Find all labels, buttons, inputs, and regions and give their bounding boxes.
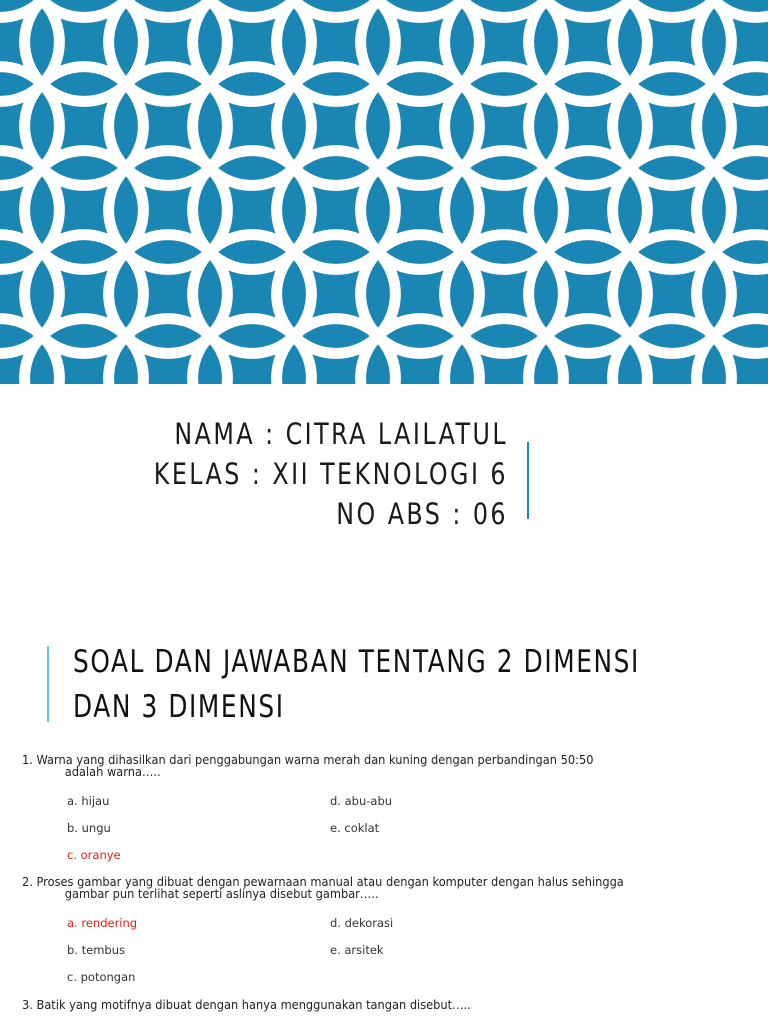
q2-option-a-answer: a. rendering	[67, 916, 138, 930]
question-2-text-cont: gambar pun terlihat seperti aslinya disebut gambar…..	[64, 887, 379, 901]
question-3	[22, 999, 630, 1011]
student-name: NAMA : CITRA LAILATUL	[174, 417, 509, 451]
question-1-text: 1. Warna yang dihasilkan dari penggabungan warna merah dan kuning dengan perbandingan 50:50	[22, 753, 594, 767]
q2-option-d: d. dekorasi	[330, 916, 394, 930]
q1-option-b: b. ungu	[67, 821, 111, 835]
accent-divider	[527, 442, 529, 519]
hero-pattern-image	[0, 0, 768, 384]
question-1-text-cont: adalah warna…..	[64, 765, 161, 779]
question-3-text: 3. Batik yang motifnya dibuat dengan hanya menggunakan tangan disebut…..	[22, 998, 471, 1012]
question-1	[22, 754, 630, 778]
q1-option-a: a. hijau	[67, 794, 110, 808]
interlocking-circles-pattern	[0, 0, 768, 384]
slide-title-line-2: DAN 3 DIMENSI	[73, 689, 285, 725]
question-2-text: 2. Proses gambar yang dibuat dengan pewarnaan manual atau dengan komputer dengan halus sehingga	[22, 875, 624, 889]
q2-option-e: e. arsitek	[330, 943, 384, 957]
q1-option-d: d. abu-abu	[330, 794, 393, 808]
slide-title-line-1: SOAL DAN JAWABAN TENTANG 2 DIMENSI	[73, 644, 640, 680]
student-number: NO ABS : 06	[336, 497, 508, 531]
student-info-block	[154, 414, 508, 534]
slide-title	[73, 640, 640, 730]
question-2	[22, 876, 630, 900]
q1-option-c-answer: c. oranye	[67, 848, 121, 862]
q2-option-c: c. potongan	[67, 970, 136, 984]
student-class: KELAS : XII TEKNOLOGI 6	[153, 457, 508, 491]
q1-option-e: e. coklat	[330, 821, 380, 835]
q2-option-b: b. tembus	[67, 943, 125, 957]
title-accent-bar	[47, 646, 49, 722]
